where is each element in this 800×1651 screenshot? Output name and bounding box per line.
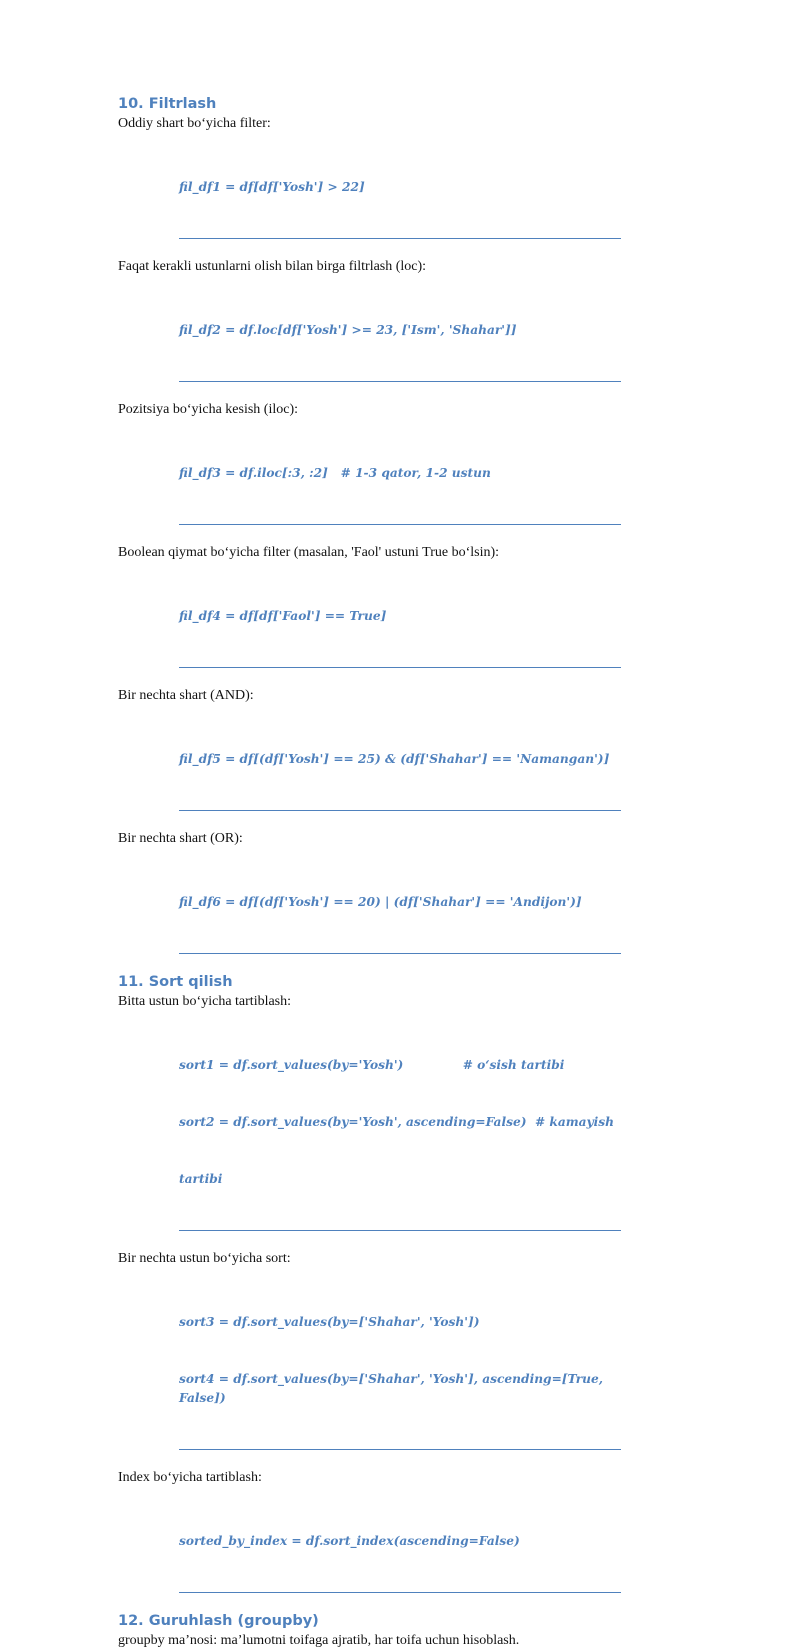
code-quote: [179, 140, 621, 239]
code-quote: [179, 1275, 621, 1450]
paragraph: groupby ma’nosi: ma’lumotni toifaga ajratib, har toifa uchun hisoblash.: [118, 1633, 520, 1648]
paragraph: Bir nechta shart (AND):: [118, 688, 254, 703]
code-line: fil_df3 = df.iloc[:3, :2] # 1-3 qator, 1-2 ustun: [179, 466, 491, 480]
section-heading: 12. Guruhlash (groupby): [118, 1613, 319, 1629]
code-line: sort2 = df.sort_values(by='Yosh', ascending=False) # kamayish: [179, 1115, 614, 1129]
section-heading: 11. Sort qilish: [118, 974, 233, 990]
document-page: [118, 94, 628, 1651]
code-quote: [179, 569, 621, 668]
paragraph: Faqat kerakli ustunlarni olish bilan birga filtrlash (loc):: [118, 259, 427, 274]
code-line: fil_df5 = df[(df['Yosh'] == 25) & (df['Shahar'] == 'Namangan')]: [179, 752, 610, 766]
code-line: sort4 = df.sort_values(by=['Shahar', 'Yosh'], ascending=[True, False]): [179, 1372, 608, 1405]
code-line: fil_df4 = df[df['Faol'] == True]: [179, 609, 387, 623]
paragraph: Pozitsiya bo‘yicha kesish (iloc):: [118, 402, 299, 417]
code-quote: [179, 712, 621, 811]
code-quote: [179, 283, 621, 382]
code-quote: [179, 1494, 621, 1593]
code-line: fil_df6 = df[(df['Yosh'] == 20) | (df['Shahar'] == 'Andijon')]: [179, 895, 582, 909]
paragraph: Oddiy shart bo‘yicha filter:: [118, 116, 271, 131]
code-quote: [179, 1018, 621, 1231]
code-quote: [179, 855, 621, 954]
code-line: sorted_by_index = df.sort_index(ascending=False): [179, 1534, 520, 1548]
code-line: sort1 = df.sort_values(by='Yosh') # o‘sish tartibi: [179, 1058, 565, 1072]
code-line: tartibi: [179, 1172, 223, 1186]
section-heading: 10. Filtrlash: [118, 96, 217, 112]
code-line: fil_df1 = df[df['Yosh'] > 22]: [179, 180, 365, 194]
paragraph: Bir nechta shart (OR):: [118, 831, 243, 846]
paragraph: Index bo‘yicha tartiblash:: [118, 1470, 262, 1485]
paragraph: Bitta ustun bo‘yicha tartiblash:: [118, 994, 292, 1009]
code-line: sort3 = df.sort_values(by=['Shahar', 'Yosh']): [179, 1315, 480, 1329]
paragraph: Boolean qiymat bo‘yicha filter (masalan, 'Faol' ustuni True bo‘lsin):: [118, 545, 500, 560]
code-line: fil_df2 = df.loc[df['Yosh'] >= 23, ['Ism', 'Shahar']]: [179, 323, 517, 337]
code-quote: [179, 426, 621, 525]
paragraph: Bir nechta ustun bo‘yicha sort:: [118, 1251, 291, 1266]
